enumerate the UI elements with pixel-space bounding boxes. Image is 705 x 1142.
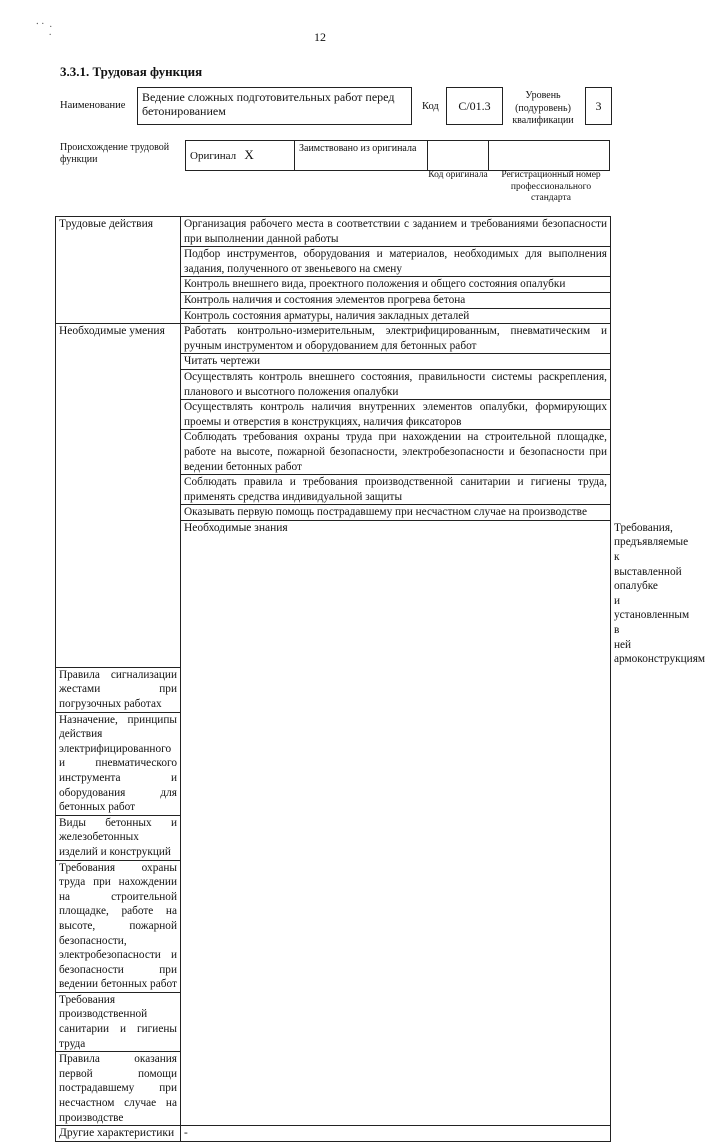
function-table bbox=[55, 216, 705, 1142]
table-cell: Соблюдать требования охраны труда при нахождении на строительной площадке, работе на высоте, пожарной безопасности, электробезопасности и безопасности при ведении бетонных работ bbox=[181, 430, 611, 475]
table-cell: Соблюдать правила и требования производственной санитарии и гигиены труда, применять средства индивидуальной защиты bbox=[181, 475, 611, 505]
borrowed-label: Заимствовано из оригинала bbox=[295, 141, 428, 171]
table-cell: Назначение, принципы действия электрифицированного и пневматического инструмента и оборудования для бетонных работ bbox=[56, 712, 181, 815]
table-cell: Требования производственной санитарии и гигиены труда bbox=[56, 992, 181, 1051]
origin-regnum-cell bbox=[489, 141, 610, 171]
table-cell: Осуществлять контроль внешнего состояния, правильности системы раскрепления, планового и высотного положения опалубки bbox=[181, 369, 611, 399]
table-row: Необходимые знания Требования, предъявляемые к выставленной опалубке и установленным в ней армоконструкциям bbox=[56, 520, 611, 667]
scan-marks: ⸱ · . · bbox=[36, 19, 53, 41]
group-heading: Необходимые умения bbox=[56, 324, 181, 668]
table-cell: Подбор инструментов, оборудования и материалов, необходимых для выполнения задания, полученного от звеньевого на смену bbox=[181, 247, 611, 277]
table-cell: Виды бетонных и железобетонных изделий и конструкций bbox=[56, 815, 181, 860]
group-heading: Трудовые действия bbox=[56, 217, 181, 324]
table-row bbox=[56, 217, 611, 247]
table-cell: Контроль внешнего вида, проектного положения и общего состояния опалубки bbox=[181, 277, 611, 293]
table-cell: Контроль состояния арматуры, наличия закладных деталей bbox=[181, 308, 611, 324]
table-cell: Работать контрольно-измерительным, электрифицированным, пневматическим и ручным инструментом и оборудованием для бетонных работ bbox=[181, 324, 611, 354]
code-label: Код bbox=[422, 101, 439, 112]
table-cell: Осуществлять контроль наличия внутренних элементов опалубки, формирующих проемы и отверстия в конструкциях, наличия фиксаторов bbox=[181, 400, 611, 430]
table-cell: Организация рабочего места в соответствии с заданием и требованиями безопасности при выполнении данной работы bbox=[181, 217, 611, 247]
reg-number-caption: Регистрационный номер профессионального стандарта bbox=[501, 170, 601, 203]
level-value: 3 bbox=[585, 87, 612, 125]
table-cell: Читать чертежи bbox=[181, 354, 611, 370]
origin-original-cell bbox=[186, 141, 295, 171]
original-mark: X bbox=[244, 147, 254, 162]
code-original-caption: Код оригинала bbox=[428, 170, 488, 180]
section-title: 3.3.1. Трудовая функция bbox=[60, 64, 203, 79]
origin-code-cell bbox=[428, 141, 489, 171]
original-label: Оригинал bbox=[190, 150, 237, 162]
group-heading: Необходимые знания bbox=[181, 520, 611, 1125]
origin-label: Происхождение трудовой функции bbox=[60, 142, 170, 165]
origin-table bbox=[185, 140, 610, 171]
table-row bbox=[56, 324, 611, 354]
page-number: 12 bbox=[314, 30, 326, 44]
table-cell: Оказывать первую помощь пострадавшему при несчастном случае на производстве bbox=[181, 505, 611, 521]
code-value: С/01.3 bbox=[446, 87, 503, 125]
table-cell: Правила сигнализации жестами при погрузочных работах bbox=[56, 667, 181, 712]
table-cell: Правила оказания первой помощи пострадавшему при несчастном случае на производстве bbox=[56, 1052, 181, 1126]
name-value: Ведение сложных подготовительных работ перед бетонированием bbox=[137, 87, 412, 125]
table-row bbox=[56, 1126, 611, 1142]
name-label: Наименование bbox=[60, 100, 126, 111]
table-cell: Контроль наличия и состояния элементов прогрева бетона bbox=[181, 292, 611, 308]
table-cell: Требования охраны труда при нахождении на строительной площадке, работе на высоте, пожарной безопасности, электробезопасности и безопасности при ведении бетонных работ bbox=[56, 860, 181, 992]
group-heading: Другие характеристики bbox=[56, 1126, 181, 1142]
table-cell: - bbox=[181, 1126, 611, 1142]
level-label: Уровень (подуровень) квалификации bbox=[512, 90, 574, 126]
